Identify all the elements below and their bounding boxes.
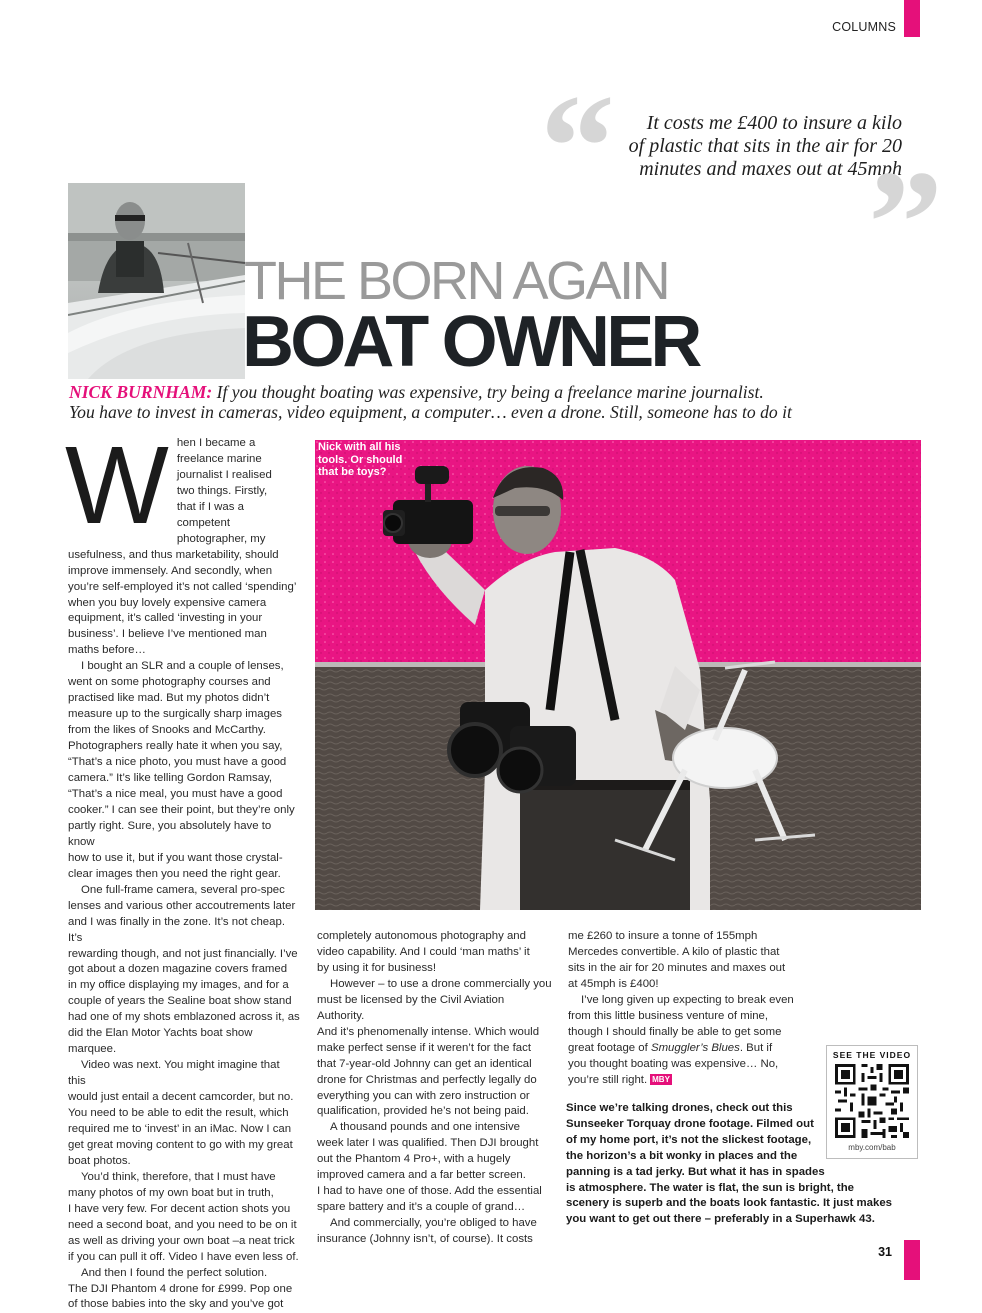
body-line: maths before… — [68, 644, 146, 657]
body-line: measure up to the surgically sharp images — [68, 708, 282, 721]
section-label: COLUMNS — [832, 20, 896, 34]
caption-line: tools. Or should — [318, 453, 403, 466]
video-url[interactable]: mby.com/bab — [848, 1143, 896, 1152]
body-line: that if I was a competent — [176, 500, 244, 529]
page-tab-marker — [904, 1240, 920, 1280]
body-column-2 — [317, 929, 552, 1248]
pull-quote-line: It costs me £400 to insure a kilo — [646, 112, 902, 134]
body-line: me £260 to insure a tonne of 155mph — [568, 930, 758, 942]
caption-line: that be toys? — [318, 466, 387, 478]
body-line: in my office displaying my images, and for a — [68, 979, 289, 992]
note-line: the horizon’s a bit wonky in places and the — [566, 1149, 798, 1162]
body-line: you’re self-employed it’s not called ‘spending’ — [68, 580, 297, 593]
body-line: of those babies into the sky and you’ve got — [68, 1298, 284, 1311]
body-line: by using it for business! — [317, 961, 437, 974]
body-line: And commercially, you’re obliged to have — [330, 1217, 537, 1230]
body-line: I had to have one of those. Add the essential — [317, 1185, 542, 1198]
standfirst-text: If you thought boating was expensive, try being a freelance marine journalist. — [212, 382, 764, 402]
standfirst-line-2: You have to invest in cameras, video equipment, a computer… even a drone. Still, someone has to do it — [69, 402, 792, 422]
body-line: freelance marine — [176, 452, 262, 465]
note-line: of my home port, it’s not the slickest footage, — [566, 1133, 812, 1146]
body-line: though I should finally be able to get some — [568, 1025, 782, 1038]
body-line: insurance (Johnny isn’t, of course). It costs — [317, 1233, 533, 1246]
body-line: equipment, it’s called ‘investing in your — [68, 612, 263, 625]
body-line: week later I was qualified. Then DJI brought — [317, 1137, 539, 1150]
body-line: as well as driving your own boat –a neat trick — [68, 1234, 295, 1247]
body-line: And then I found the perfect solution. — [81, 1266, 268, 1279]
body-line: hen I became a — [176, 437, 256, 449]
body-line: went on some photography courses and — [68, 676, 271, 689]
body-line: when you buy lovely expensive camera — [68, 596, 267, 609]
body-line: that 7-year-old Johnny can get an identical — [317, 1057, 532, 1070]
headline-line-2: BOAT OWNER — [242, 302, 699, 382]
mby-end-mark: MBY — [652, 1074, 670, 1084]
body-line: Video was next. You might imagine that this — [68, 1059, 280, 1088]
body-line: video capability. And I could ‘man maths’ it — [317, 945, 530, 958]
body-line: practised like mad. But my photos didn’t — [68, 692, 270, 705]
body-line: make perfect sense if it weren’t for the fact — [317, 1041, 531, 1054]
body-line: everything you can with zero instruction or — [317, 1089, 530, 1102]
body-line: journalist I realised — [176, 468, 272, 481]
note-line: Sunseeker Torquay drone footage. Filmed out — [566, 1117, 814, 1130]
pull-quote-line: of plastic that sits in the air for 20 — [628, 135, 902, 157]
body-line: had one of my shots emblazoned across it, as — [68, 1011, 300, 1024]
body-line: And it’s phenomenally intense. Which would — [317, 1025, 540, 1038]
standfirst — [69, 382, 929, 422]
body-line: boat photos. — [68, 1154, 131, 1167]
body-line: lenses and various other accoutrements later — [68, 899, 296, 912]
body-line: camera.” It’s like telling Gordon Ramsay, — [68, 772, 273, 785]
note-line: you want to get out there – preferably in a Superhawk 43. — [566, 1213, 875, 1226]
headline-line-1: THE BORN AGAIN — [244, 251, 669, 311]
standfirst-line-1 — [69, 382, 929, 402]
note-line: panning is a tad jerky. But what it has in spades — [566, 1165, 825, 1178]
pull-quote — [572, 112, 902, 181]
qr-code-icon[interactable] — [835, 1064, 909, 1138]
drop-cap: W — [65, 424, 169, 547]
main-photo-image — [315, 440, 921, 910]
note-line: scenery is superb and the boats look fantastic. It just makes — [566, 1197, 893, 1210]
body-text: great footage of — [568, 1041, 651, 1054]
body-line: I’ve long given up expecting to break even — [581, 993, 794, 1006]
see-the-video-label: SEE THE VIDEO — [832, 1050, 912, 1060]
body-line: business’. I believe I’ve mentioned man — [68, 628, 267, 641]
section-tab-marker — [904, 0, 920, 37]
body-line: completely autonomous photography and — [317, 930, 526, 942]
body-line: improve immensely. And secondly, when — [68, 564, 273, 577]
body-column-3 — [568, 929, 798, 1089]
author-headshot — [68, 183, 245, 379]
body-line: from the likes of Snooks and McCarthy. — [68, 724, 266, 737]
body-line: must be licensed by the Civil Aviation Authority. — [317, 993, 505, 1022]
body-line: I bought an SLR and a couple of lenses, — [81, 660, 284, 673]
body-line: usefulness, and thus marketability, should — [68, 548, 279, 561]
body-line: required me to ‘invest’ in an iMac. Now I can — [68, 1122, 292, 1135]
body-line: drone for Christmas and perfectly legally do — [317, 1073, 537, 1086]
open-quote-mark: “ — [540, 64, 615, 230]
body-line: clear images then you need the right gear. — [68, 867, 281, 880]
body-line: you thought boating was expensive… No, — [568, 1057, 779, 1070]
photo-caption — [318, 441, 428, 479]
body-line: at 45mph is £400! — [568, 977, 659, 990]
body-line: The DJI Phantom 4 drone for £999. Pop one — [68, 1282, 293, 1295]
body-line: how to use it, but if you want those crystal- — [68, 851, 283, 864]
body-line: “That’s a nice photo, you must have a good — [68, 756, 287, 769]
body-line: improved camera and a far better screen. — [317, 1169, 526, 1182]
body-line: spare battery and it’s a couple of grand… — [317, 1201, 526, 1214]
body-line: couple of years the Sealine boat show stand — [68, 995, 292, 1008]
body-text: . But if — [739, 1041, 773, 1054]
page-number: 31 — [878, 1245, 892, 1259]
body-line — [568, 1073, 798, 1089]
body-line: out the Phantom 4 Pro+, with a hugely — [317, 1153, 511, 1166]
body-line: However – to use a drone commercially you — [330, 977, 552, 990]
body-line: photographer, my — [176, 532, 266, 545]
see-the-video-box[interactable] — [826, 1045, 918, 1159]
body-column-1 — [65, 424, 300, 1313]
main-photo — [315, 440, 921, 910]
body-line: did the Elan Motor Yachts boat show marquee. — [68, 1027, 253, 1056]
body-text: you’re still right. — [568, 1073, 648, 1086]
body-line: rewarding though, and not just financially. I’ve — [68, 947, 298, 960]
body-line: two things. Firstly, — [176, 484, 268, 497]
body-line: “That’s a nice meal, you must have a good — [68, 787, 283, 800]
note-line: is atmosphere. The water is flat, the sun is bright, the — [566, 1181, 854, 1194]
body-line: cooker.” I can see their point, but they’re only — [68, 803, 295, 816]
body-line: You’d think, therefore, that I must have — [81, 1170, 276, 1183]
body-line: if you can pull it off. Video I have even less of. — [68, 1250, 299, 1263]
body-line: You need to be able to edit the result, which — [68, 1107, 289, 1120]
body-line: would just entail a decent camcorder, but no. — [68, 1091, 294, 1104]
body-line: need a second boat, and you need to be on it — [68, 1218, 297, 1231]
body-line: from this little business venture of mine, — [568, 1009, 769, 1022]
body-line: One full-frame camera, several pro-spec — [81, 883, 285, 896]
body-line: sits in the air for 20 minutes and maxes out — [568, 961, 786, 974]
body-line: qualification, provided he’s not being paid. — [317, 1105, 529, 1118]
note-line: Since we’re talking drones, check out this — [566, 1102, 793, 1114]
close-quote-mark: ” — [868, 140, 943, 306]
body-line: and I was finally in the zone. It’s not cheap. It’s — [68, 915, 285, 944]
byline: NICK BURNHAM: — [69, 382, 213, 402]
body-line: many photos of my own boat but in truth, — [68, 1186, 274, 1199]
caption-line: Nick with all his — [318, 441, 401, 453]
film-title: Smuggler’s Blues — [650, 1041, 740, 1054]
body-line: Photographers really hate it when you say, — [68, 740, 283, 753]
body-line: I have very few. For decent action shots you — [68, 1202, 291, 1215]
author-headshot-image — [68, 183, 245, 379]
body-line: got about a dozen magazine covers framed — [68, 963, 288, 976]
body-line: partly right. Sure, you absolutely have to know — [68, 819, 272, 848]
body-line: Mercedes convertible. A kilo of plastic that — [568, 945, 780, 958]
body-line: get great moving content to go with my great — [68, 1138, 293, 1151]
body-line — [568, 1041, 798, 1057]
pull-quote-line: minutes and maxes out at 45mph — [639, 158, 902, 180]
body-line: A thousand pounds and one intensive — [330, 1121, 520, 1134]
